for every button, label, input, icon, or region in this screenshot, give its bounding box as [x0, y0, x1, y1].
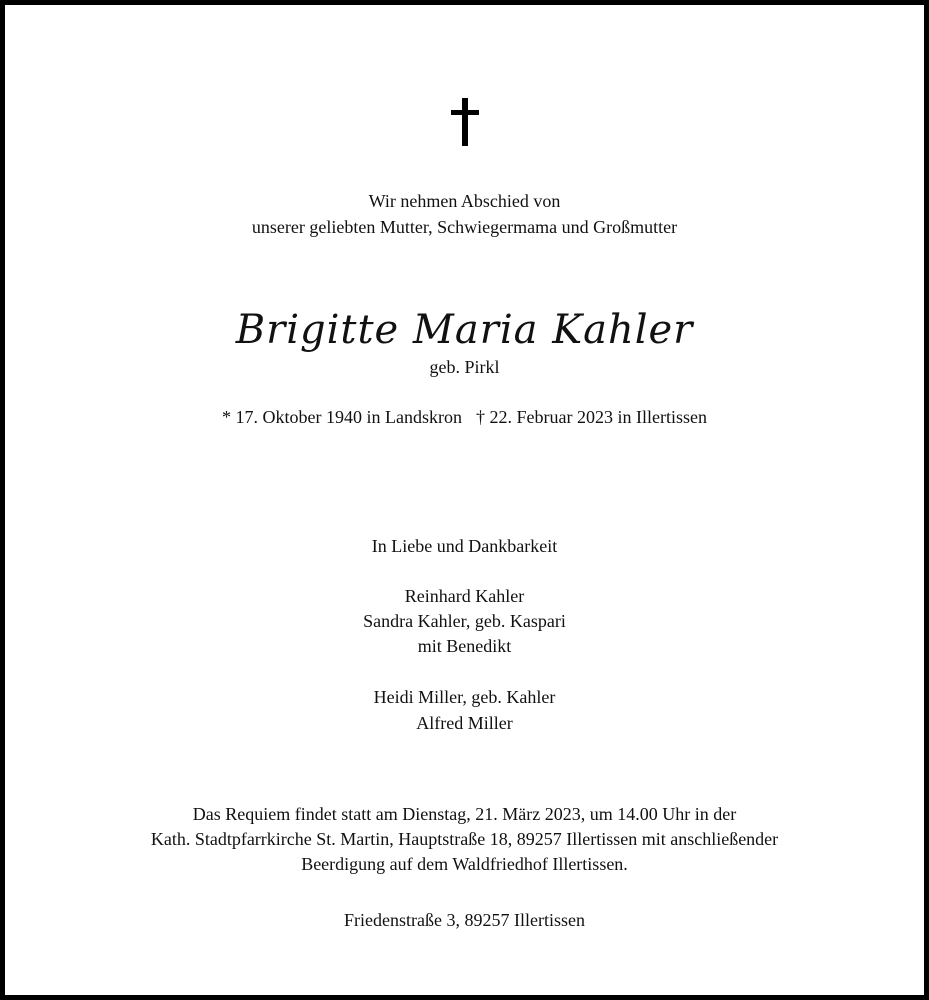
deceased-name: Brigitte Maria Kahler — [235, 307, 694, 353]
cross-icon — [441, 96, 489, 148]
intro-line-2: unserer geliebten Mutter, Schwiegermama und Großmutter — [251, 217, 678, 237]
service-line-1: Das Requiem findet statt am Dienstag, 21. März 2023, um 14.00 Uhr in der — [192, 804, 737, 824]
intro-line-1: Wir nehmen Abschied von — [368, 191, 561, 211]
service-line-3: Beerdigung auf dem Waldfriedhof Illertissen. — [301, 854, 628, 874]
death-date: † 22. Februar 2023 in Illertissen — [476, 407, 707, 427]
service-line-2: Kath. Stadtpfarrkirche St. Martin, Hauptstraße 18, 89257 Illertissen mit anschließender — [150, 829, 779, 849]
birth-name: geb. Pirkl — [429, 357, 500, 377]
mourners-heading: In Liebe und Dankbarkeit — [371, 536, 558, 556]
mourner-name: Heidi Miller, geb. Kahler — [373, 687, 556, 707]
mourner-name: mit Benedikt — [417, 636, 512, 656]
birth-date: * 17. Oktober 1940 in Landskron — [222, 407, 462, 427]
mourner-name: Sandra Kahler, geb. Kaspari — [363, 611, 566, 631]
mourner-name: Alfred Miller — [416, 713, 513, 733]
family-address: Friedenstraße 3, 89257 Illertissen — [344, 910, 585, 930]
life-dates — [0, 404, 929, 430]
mourner-name: Reinhard Kahler — [404, 586, 525, 606]
